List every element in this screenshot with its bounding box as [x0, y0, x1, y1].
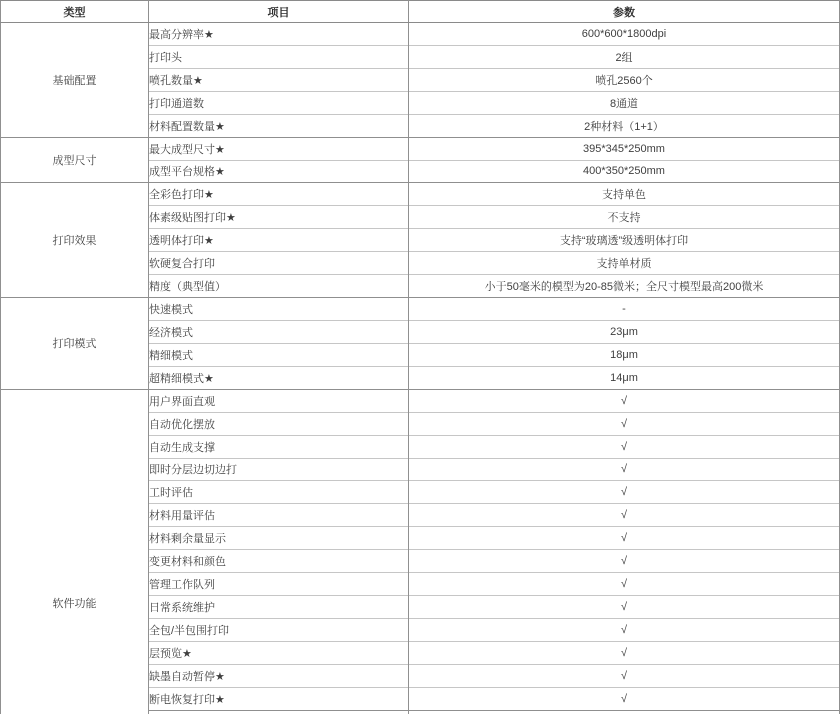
item-cell: 层预览★	[149, 641, 409, 664]
param-cell: √	[409, 504, 840, 527]
item-cell: 透明体打印★	[149, 229, 409, 252]
item-cell: 自动生成支撑	[149, 435, 409, 458]
spec-table-body	[1, 23, 840, 714]
param-cell: √	[409, 389, 840, 412]
table-row	[1, 137, 840, 160]
item-cell: 即时分层边切边打	[149, 458, 409, 481]
table-row	[1, 23, 840, 46]
item-cell: 变更材料和颜色	[149, 550, 409, 573]
param-cell: √	[409, 664, 840, 687]
item-cell: 自动优化摆放	[149, 412, 409, 435]
item-cell: 材料剩余量显示	[149, 527, 409, 550]
item-cell: 超精细模式★	[149, 366, 409, 389]
table-row	[1, 298, 840, 321]
item-cell: 精细模式	[149, 343, 409, 366]
item-cell: 打印头	[149, 45, 409, 68]
category-cell: 成型尺寸	[1, 137, 149, 183]
param-cell: √	[409, 412, 840, 435]
category-cell: 基础配置	[1, 23, 149, 138]
param-cell: √	[409, 481, 840, 504]
spec-table-header	[1, 1, 840, 23]
item-cell	[149, 710, 409, 714]
item-cell: 喷孔数量★	[149, 68, 409, 91]
item-cell: 管理工作队列	[149, 573, 409, 596]
param-cell: 不支持	[409, 206, 840, 229]
header-item: 项目	[149, 1, 409, 23]
item-cell: 经济模式	[149, 320, 409, 343]
item-cell: 材料配置数量★	[149, 114, 409, 137]
param-cell: √	[409, 527, 840, 550]
param-cell: 400*350*250mm	[409, 160, 840, 183]
param-cell: √	[409, 573, 840, 596]
header-param: 参数	[409, 1, 840, 23]
param-cell: 支持单材质	[409, 252, 840, 275]
item-cell: 工时评估	[149, 481, 409, 504]
item-cell: 最大成型尺寸★	[149, 137, 409, 160]
item-cell: 软硬复合打印	[149, 252, 409, 275]
item-cell: 全包/半包围打印	[149, 618, 409, 641]
param-cell: 8通道	[409, 91, 840, 114]
param-cell: √	[409, 687, 840, 710]
item-cell: 断电恢复打印★	[149, 687, 409, 710]
param-cell: 18μm	[409, 343, 840, 366]
item-cell: 材料用量评估	[149, 504, 409, 527]
param-cell: √	[409, 641, 840, 664]
item-cell: 打印通道数	[149, 91, 409, 114]
param-cell: 支持“玻璃透”级透明体打印	[409, 229, 840, 252]
param-cell: 23μm	[409, 320, 840, 343]
param-cell: 2种材料（1+1）	[409, 114, 840, 137]
item-cell: 快速模式	[149, 298, 409, 321]
item-cell: 缺墨自动暂停★	[149, 664, 409, 687]
category-cell: 软件功能	[1, 389, 149, 714]
param-cell: 小于50毫米的模型为20-85微米；全尺寸模型最高200微米	[409, 275, 840, 298]
param-cell: 2组	[409, 45, 840, 68]
param-cell: √	[409, 596, 840, 619]
param-cell: 14μm	[409, 366, 840, 389]
category-cell: 打印效果	[1, 183, 149, 298]
header-type: 类型	[1, 1, 149, 23]
item-cell: 日常系统维护	[149, 596, 409, 619]
header-row	[1, 1, 840, 23]
param-cell: 喷孔2560个	[409, 68, 840, 91]
param-cell: √	[409, 458, 840, 481]
param-cell	[409, 710, 840, 714]
item-cell: 精度（典型值）	[149, 275, 409, 298]
param-cell: √	[409, 435, 840, 458]
table-row	[1, 389, 840, 412]
param-cell: 支持单色	[409, 183, 840, 206]
param-cell: 600*600*1800dpi	[409, 23, 840, 46]
item-cell: 最高分辨率★	[149, 23, 409, 46]
item-cell: 全彩色打印★	[149, 183, 409, 206]
param-cell: √	[409, 550, 840, 573]
item-cell: 用户界面直观	[149, 389, 409, 412]
param-cell: √	[409, 618, 840, 641]
param-cell: -	[409, 298, 840, 321]
item-cell: 成型平台规格★	[149, 160, 409, 183]
param-cell: 395*345*250mm	[409, 137, 840, 160]
table-row	[1, 183, 840, 206]
item-cell: 体素级贴图打印★	[149, 206, 409, 229]
category-cell: 打印模式	[1, 298, 149, 390]
